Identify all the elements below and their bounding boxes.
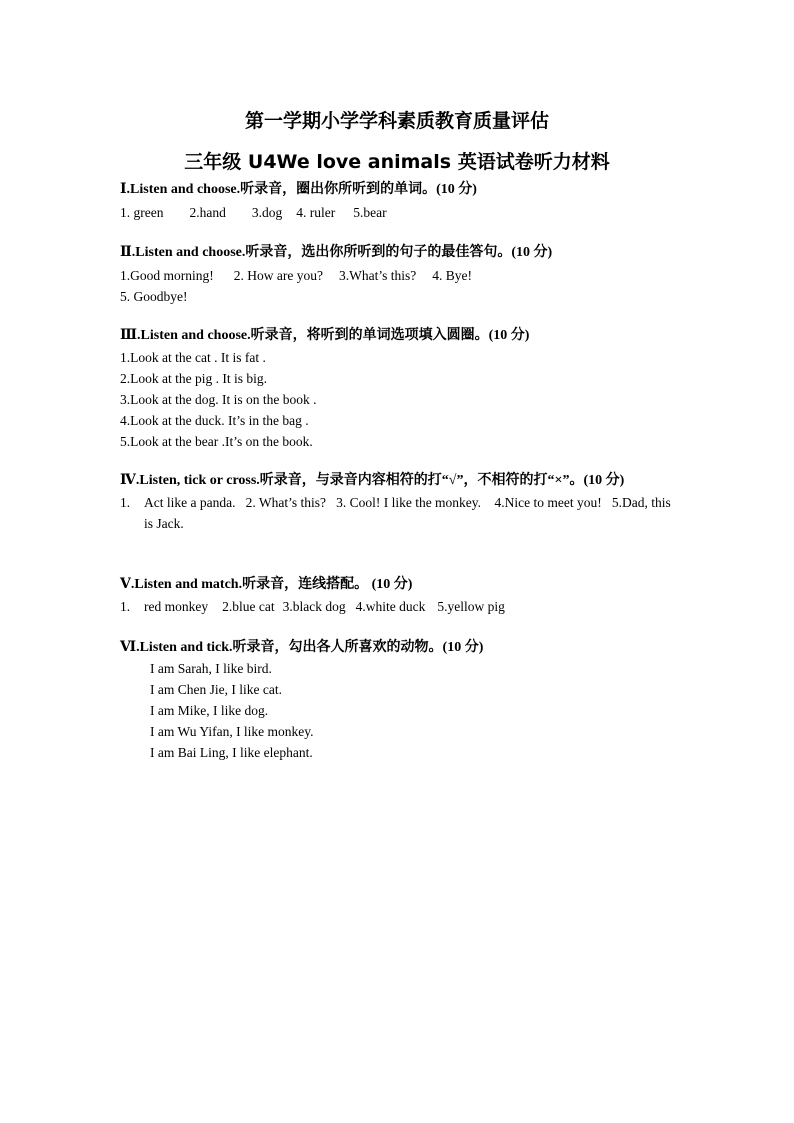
- list-item: 2.blue cat: [222, 599, 275, 614]
- list-item: 1.Good morning!: [120, 268, 214, 283]
- section-2-line-1: [120, 265, 680, 286]
- section-3-heading: Ⅲ.Listen and choose.听录音，将听到的单词选项填入圆圈。(10 分): [120, 328, 530, 343]
- list-item: 5.bear: [353, 205, 387, 220]
- list-item: 3.Look at the dog. It is on the book .: [120, 392, 317, 407]
- list-item: Act like a panda. 2. What’s this? 3. Cool! I like the monkey. 4.Nice to meet you! 5.Dad, this is Jack.: [144, 495, 675, 531]
- section-4-items: [120, 492, 679, 534]
- section-1: [120, 180, 680, 223]
- list-item: 4. Bye!: [432, 268, 472, 283]
- list-item: I am Mike, I like dog.: [150, 703, 269, 718]
- section-3: [120, 326, 680, 452]
- section-4-heading: Ⅳ.Listen, tick or cross.听录音，与录音内容相符的打“√”，不相符的打“×”。(10 分): [120, 473, 625, 488]
- list-item: 1.Look at the cat . It is fat .: [120, 350, 266, 365]
- section-5-items: [120, 596, 679, 617]
- list-item: I am Sarah, I like bird.: [150, 661, 272, 676]
- list-item: 5.yellow pig: [437, 599, 505, 614]
- section-6: [120, 638, 680, 763]
- document-subtitle: 三年级 U4We love animals 英语试卷听力材料: [184, 151, 610, 173]
- list-item: 2.Look at the pig . It is big.: [120, 371, 267, 386]
- list-item: 4.white duck: [355, 599, 426, 614]
- item-number: 1.: [120, 495, 131, 510]
- section-4: [120, 471, 680, 534]
- section-5-heading: Ⅴ.Listen and match.听录音，连线搭配。 (10 分): [120, 577, 413, 592]
- list-item: 2. How are you?: [233, 268, 323, 283]
- section-5: [120, 575, 680, 617]
- list-item: 3.black dog: [282, 599, 346, 614]
- list-item: 1. green: [120, 205, 164, 220]
- list-item: 4. ruler: [296, 205, 336, 220]
- section-2: [120, 243, 680, 307]
- section-6-heading: Ⅵ.Listen and tick.听录音，勾出各人所喜欢的动物。(10 分): [120, 640, 484, 655]
- item-number: 1.: [120, 599, 131, 614]
- list-item: 3.dog: [251, 205, 283, 220]
- section-2-heading: Ⅱ.Listen and choose.听录音，选出你所听到的句子的最佳答句。(10 分): [120, 245, 553, 260]
- document-title: 第一学期小学学科素质教育质量评估: [244, 110, 549, 132]
- list-item: red monkey: [144, 599, 209, 614]
- section-1-items: [120, 202, 680, 223]
- list-item: 3.What’s this?: [338, 268, 417, 283]
- list-item: 5.Look at the bear .It’s on the book.: [120, 434, 313, 449]
- list-item: 2.hand: [189, 205, 226, 220]
- section-2-line-2: 5. Goodbye!: [120, 289, 188, 304]
- list-item: I am Wu Yifan, I like monkey.: [150, 724, 314, 739]
- list-item: I am Bai Ling, I like elephant.: [150, 745, 313, 760]
- list-item: I am Chen Jie, I like cat.: [150, 682, 282, 697]
- list-item: 4.Look at the duck. It’s in the bag .: [120, 413, 309, 428]
- section-1-heading: Ⅰ.Listen and choose.听录音，圈出你所听到的单词。(10 分): [120, 182, 477, 197]
